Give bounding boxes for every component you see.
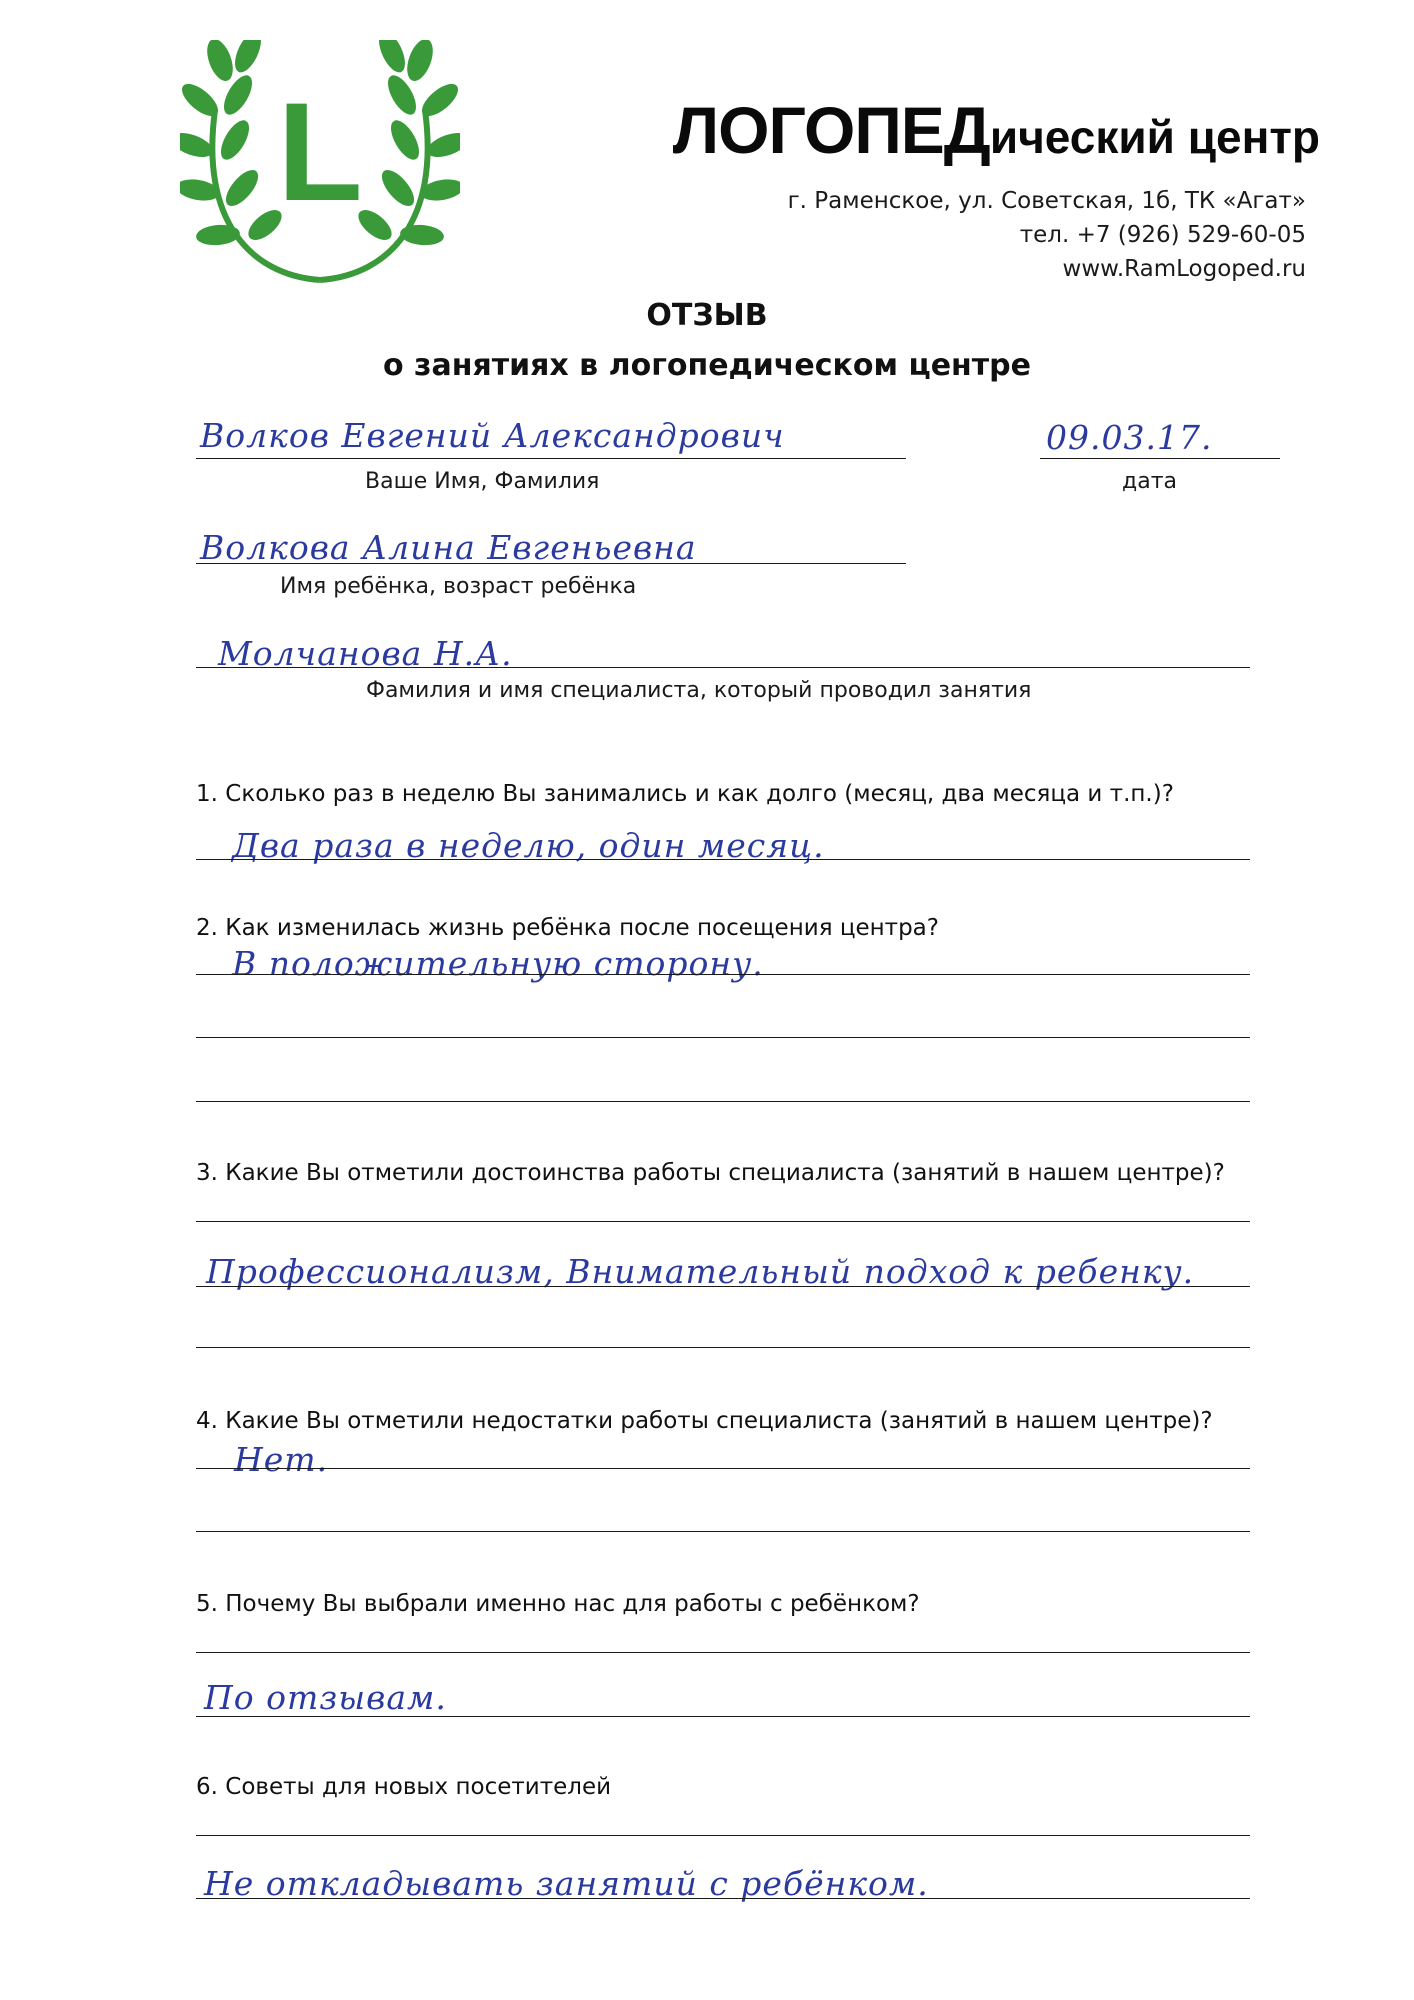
answer-line <box>196 1101 1250 1102</box>
website: www.RamLogoped.ru <box>1062 256 1306 282</box>
answer-4: Нет. <box>234 1440 329 1479</box>
child-answer: Волкова Алина Евгеньевна <box>200 528 697 567</box>
answer-line <box>196 1468 1250 1469</box>
phone: тел. +7 (926) 529-60-05 <box>1019 222 1306 248</box>
answer-line <box>196 1716 1250 1717</box>
answer-5: По отзывам. <box>204 1678 447 1717</box>
child-label: Имя ребёнка, возраст ребёнка <box>280 574 637 599</box>
center-title <box>560 92 1320 168</box>
answer-line <box>196 1898 1250 1899</box>
answer-line <box>196 1221 1250 1222</box>
question-5: 5. Почему Вы выбрали именно нас для работы с ребёнком? <box>196 1591 920 1617</box>
specialist-answer: Молчанова Н.А. <box>218 634 513 673</box>
answer-6: Не откладывать занятий с ребёнком. <box>204 1864 929 1903</box>
address: г. Раменское, ул. Советская, 1б, ТК «Агат» <box>787 188 1306 214</box>
date-answer: 09.03.17. <box>1046 418 1213 457</box>
logo-letter: L <box>277 73 363 230</box>
answer-line <box>196 1286 1250 1287</box>
form-subheading: о занятиях в логопедическом центре <box>383 348 1031 383</box>
answer-3: Профессионализм, Внимательный подход к ребенку. <box>206 1252 1195 1291</box>
answer-line <box>196 1347 1250 1348</box>
name-label: Ваше Имя, Фамилия <box>365 469 600 494</box>
answer-line <box>196 1652 1250 1653</box>
title-rest: ический центр <box>989 111 1320 163</box>
question-2: 2. Как изменилась жизнь ребёнка после посещения центра? <box>196 915 939 941</box>
child-line <box>196 563 906 564</box>
question-4: 4. Какие Вы отметили недостатки работы специалиста (занятий в нашем центре)? <box>196 1408 1213 1434</box>
date-line <box>1040 458 1280 459</box>
answer-line <box>196 974 1250 975</box>
specialist-line <box>196 667 1250 668</box>
laurel-logo <box>180 40 460 300</box>
title-bold: ЛОГОПЕД <box>672 93 990 167</box>
form-heading: ОТЗЫВ <box>646 298 768 333</box>
answer-line <box>196 1835 1250 1836</box>
question-1: 1. Сколько раз в неделю Вы занимались и как долго (месяц, два месяца и т.п.)? <box>196 781 1174 807</box>
answer-line <box>196 1531 1250 1532</box>
date-label: дата <box>1122 469 1177 494</box>
name-line <box>196 458 906 459</box>
answer-line <box>196 859 1250 860</box>
name-answer: Волков Евгений Александрович <box>200 416 785 455</box>
specialist-label: Фамилия и имя специалиста, который проводил занятия <box>366 678 1032 703</box>
answer-1: Два раза в неделю, один месяц. <box>232 826 825 865</box>
answer-line <box>196 1037 1250 1038</box>
answer-2: В положительную сторону. <box>232 944 764 983</box>
question-3: 3. Какие Вы отметили достоинства работы специалиста (занятий в нашем центре)? <box>196 1160 1225 1186</box>
question-6: 6. Советы для новых посетителей <box>196 1774 612 1800</box>
